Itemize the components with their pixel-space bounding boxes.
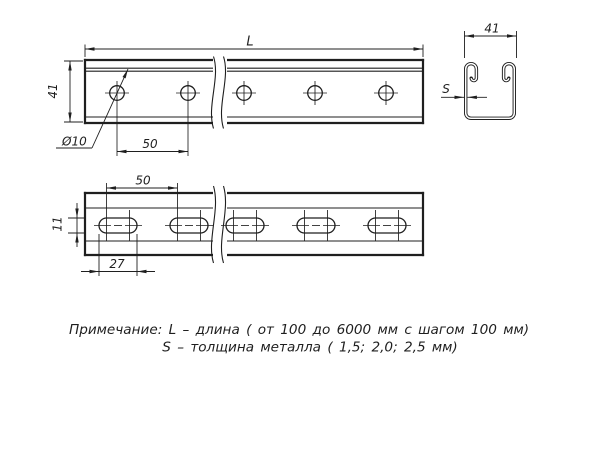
hole-round [232, 81, 256, 105]
dim-hole-diameter-label: Ø10 [62, 134, 87, 149]
hole-round [176, 81, 200, 156]
dimension-slot-height [51, 203, 87, 247]
dimension-length [85, 35, 423, 58]
rail-outline [84, 59, 424, 124]
oblong-slots [94, 183, 411, 241]
notes [69, 322, 529, 356]
slotted-view [51, 174, 425, 277]
dim-slot-length-label: 27 [109, 257, 125, 271]
note-line-2: S – толщина металла ( 1,5; 2,0; 2,5 мм) [162, 339, 458, 356]
dim-slot-spacing-label: 50 [135, 173, 151, 188]
leader-hole-diameter [56, 68, 130, 148]
dim-length-label: L [246, 34, 254, 50]
dim-height-label: 41 [46, 83, 60, 99]
break-lines [211, 57, 225, 129]
section-view [441, 22, 517, 119]
hole-round [303, 81, 327, 105]
break-lines [211, 186, 225, 263]
dimension-hole-spacing [117, 137, 188, 153]
slot-oblong [94, 183, 142, 241]
dim-section-width-label: 41 [484, 21, 500, 36]
slot-oblong [221, 210, 269, 241]
dimension-slot-spacing [107, 174, 178, 190]
dimension-height-41 [46, 61, 83, 122]
hole-round [374, 81, 398, 105]
note-line-1: Примечание: L – длина ( от 100 до 6000 мм с шагом 100 мм) [68, 322, 530, 338]
slot-oblong [292, 210, 340, 241]
dim-slot-height-label: 11 [50, 216, 65, 232]
dim-thickness-label: S [442, 82, 450, 96]
dimension-section-width [465, 22, 517, 59]
dim-hole-spacing-label: 50 [142, 137, 158, 151]
top-view [46, 35, 424, 157]
slot-oblong [363, 210, 411, 241]
channel-profile [466, 64, 515, 119]
slot-oblong [165, 183, 213, 241]
